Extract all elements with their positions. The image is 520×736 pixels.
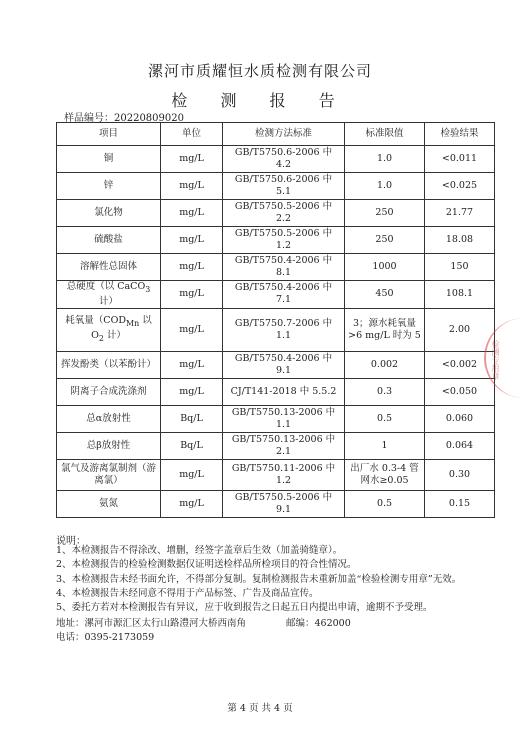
cell-limit: 0.3 xyxy=(345,378,425,405)
cell-result: 0.15 xyxy=(425,490,495,517)
cell-item: 挥发酚类（以苯酚计） xyxy=(57,351,161,378)
cell-method: GB/T5750.11-2006 中 1.2 xyxy=(223,459,345,490)
table-row xyxy=(57,254,495,281)
cell-unit: mg/L xyxy=(161,200,223,227)
cell-unit: mg/L xyxy=(161,146,223,173)
cell-method: GB/T5750.6-2006 中 5.1 xyxy=(223,173,345,200)
postal-code: 邮编：462000 xyxy=(286,618,351,629)
cell-limit: 250 xyxy=(345,200,425,227)
cell-limit: 1.0 xyxy=(345,146,425,173)
table-row xyxy=(57,351,495,378)
cell-result: <0.050 xyxy=(425,378,495,405)
cell-method: GB/T5750.5-2006 中 2.2 xyxy=(223,200,345,227)
cell-result: 21.77 xyxy=(425,200,495,227)
header-method: 检测方法标准 xyxy=(223,123,345,146)
cell-limit: 1 xyxy=(345,432,425,459)
cell-method: GB/T5750.4-2006 中 8.1 xyxy=(223,254,345,281)
cell-item xyxy=(57,281,161,309)
cell-unit: Bq/L xyxy=(161,405,223,432)
cell-unit: mg/L xyxy=(161,459,223,490)
cell-method: GB/T5750.7-2006 中 1.1 xyxy=(223,308,345,351)
header-limit: 标准限值 xyxy=(345,123,425,146)
cell-item: 锌 xyxy=(57,173,161,200)
cell-item: 氨氮 xyxy=(57,490,161,517)
table-row xyxy=(57,173,495,200)
note-item: 4、本检测报告未经同意不得用于产品标签、广告及商品宣传。 xyxy=(56,587,319,599)
cell-unit: mg/L xyxy=(161,351,223,378)
page-number: 第 4 页 共 4 页 xyxy=(227,703,293,714)
note-item: 1、本检测报告不得涂改、增删，经签字盖章后生效（加盖骑缝章）。 xyxy=(56,545,343,556)
cell-item: 阴离子合成洗涤剂 xyxy=(57,378,161,405)
cell-limit: 0.5 xyxy=(345,405,425,432)
cell-result: 108.1 xyxy=(425,281,495,309)
table-row xyxy=(57,146,495,173)
report-title: 检 测 报 告 xyxy=(171,91,349,110)
cell-limit: 0.002 xyxy=(345,351,425,378)
cell-unit: mg/L xyxy=(161,173,223,200)
header-result: 检验结果 xyxy=(425,123,495,146)
cell-method: GB/T5750.4-2006 中 9.1 xyxy=(223,351,345,378)
note-item: 5、委托方若对本检测报告有异议，应于收到报告之日起五日内提出申请，逾期不予受理。 xyxy=(56,602,433,614)
table-row xyxy=(57,378,495,405)
cell-result: 0.064 xyxy=(425,432,495,459)
cell-limit: 1000 xyxy=(345,254,425,281)
cell-result: 18.08 xyxy=(425,227,495,254)
cell-limit: 250 xyxy=(345,227,425,254)
notes-title: 说明： xyxy=(56,536,86,547)
cell-result: <0.011 xyxy=(425,146,495,173)
item-text: 以 O xyxy=(91,315,152,341)
cell-method: CJ/T141-2018 中 5.5.2 xyxy=(223,378,345,405)
table-row xyxy=(57,490,495,517)
notes-list xyxy=(56,544,461,615)
cell-unit: mg/L xyxy=(161,227,223,254)
cell-unit: mg/L xyxy=(161,254,223,281)
item-subscript: 3 xyxy=(145,284,151,294)
table-row xyxy=(57,200,495,227)
cell-method: GB/T5750.13-2006 中 2.1 xyxy=(223,432,345,459)
table-row xyxy=(57,281,495,309)
table-row xyxy=(57,308,495,351)
cell-item: 铜 xyxy=(57,146,161,173)
phone: 电话：0395-2173059 xyxy=(56,632,155,643)
item-subscript: 2 xyxy=(98,333,104,343)
item-subscript: Mn xyxy=(125,318,140,328)
cell-result: 0.060 xyxy=(425,405,495,432)
note-item: 2、本检测报告的检验检测数据仅证明送检样品所检项目的符合性情况。 xyxy=(56,559,357,571)
cell-unit: mg/L xyxy=(161,308,223,351)
cell-item: 氯化物 xyxy=(57,200,161,227)
cell-item: 氯气及游离氯制剂（游离氯） xyxy=(57,459,161,490)
cell-method: GB/T5750.4-2006 中 7.1 xyxy=(223,281,345,309)
cell-item: 溶解性总固体 xyxy=(57,254,161,281)
cell-item: 硫酸盐 xyxy=(57,227,161,254)
header-item: 项目 xyxy=(57,123,161,146)
cell-result: 150 xyxy=(425,254,495,281)
item-text: 耗氧量（COD xyxy=(65,315,126,326)
results-table xyxy=(56,122,495,518)
table-header-row xyxy=(57,123,495,146)
table-row xyxy=(57,227,495,254)
table-row xyxy=(57,459,495,490)
sample-number: 样品编号：20220809020 xyxy=(64,113,184,124)
cell-method: GB/T5750.6-2006 中 4.2 xyxy=(223,146,345,173)
cell-result: <0.002 xyxy=(425,351,495,378)
cell-method: GB/T5750.5-2006 中 9.1 xyxy=(223,490,345,517)
seal-stamp-text: 检测专用章 xyxy=(491,340,500,380)
cell-item xyxy=(57,308,161,351)
cell-method: GB/T5750.13-2006 中 1.1 xyxy=(223,405,345,432)
item-text: 计） xyxy=(103,329,126,341)
cell-unit: mg/L xyxy=(161,490,223,517)
cell-limit: 3；源水耗氧量>6 mg/L 时为 5 xyxy=(345,308,425,351)
cell-limit: 出厂水 0.3-4 管网水≥0.05 xyxy=(345,459,425,490)
cell-item: 总α放射性 xyxy=(57,405,161,432)
cell-unit: Bq/L xyxy=(161,432,223,459)
table-row xyxy=(57,405,495,432)
item-text: 总硬度（以 CaCO xyxy=(66,281,146,292)
cell-result: 2.00 xyxy=(425,308,495,351)
cell-limit: 1.0 xyxy=(345,173,425,200)
header-unit: 单位 xyxy=(161,123,223,146)
company-name: 漯河市质耀恒水质检测有限公司 xyxy=(147,62,372,80)
cell-method: GB/T5750.5-2006 中 1.2 xyxy=(223,227,345,254)
address: 地址：漯河市源汇区太行山路澧河大桥西南角 xyxy=(56,618,247,629)
cell-item: 总β放射性 xyxy=(57,432,161,459)
cell-result: 0.30 xyxy=(425,459,495,490)
note-item: 3、本检测报告未经书面允许，不得部分复制。复制检测报告未重新加盖“检验检测专用章”无效。 xyxy=(56,573,462,585)
cell-unit: mg/L xyxy=(161,281,223,309)
cell-result: <0.025 xyxy=(425,173,495,200)
cell-limit: 0.5 xyxy=(345,490,425,517)
cell-limit: 450 xyxy=(345,281,425,309)
cell-unit: mg/L xyxy=(161,378,223,405)
item-text: 计） xyxy=(98,295,118,307)
table-row xyxy=(57,432,495,459)
